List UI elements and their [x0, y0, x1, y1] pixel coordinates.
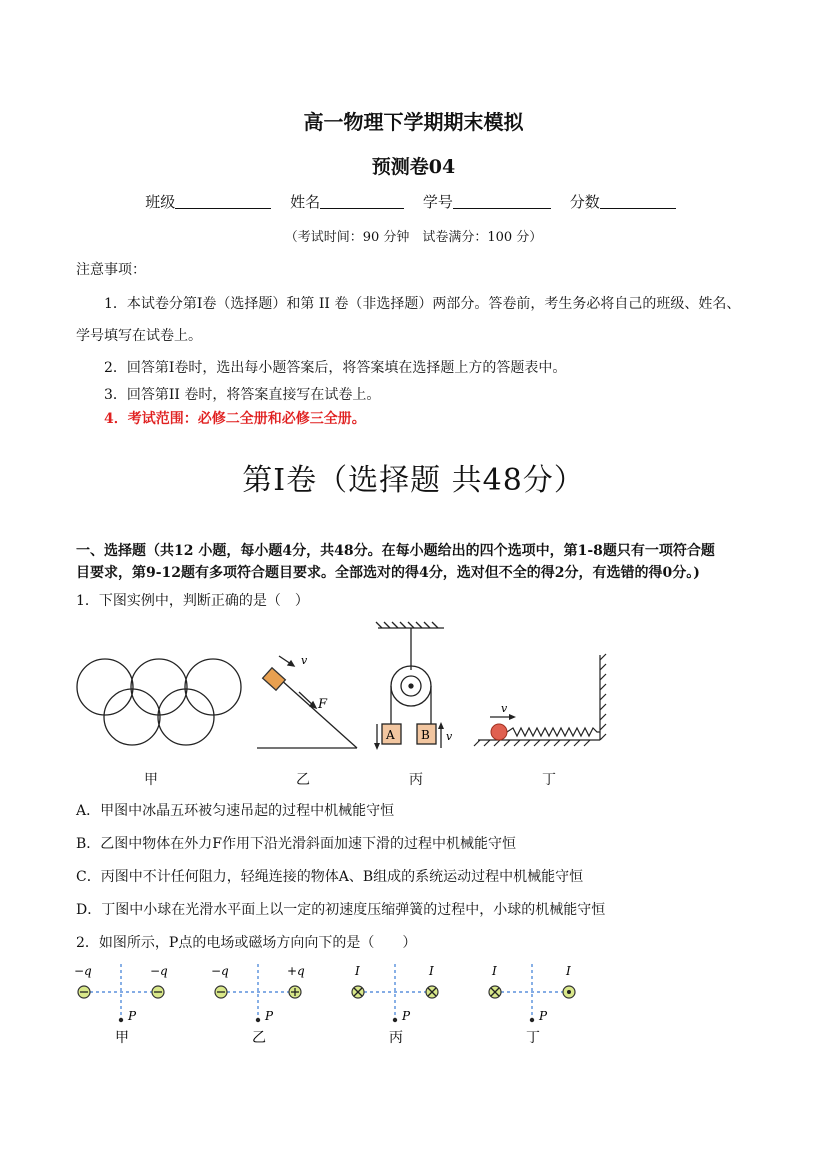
incline-F-label: F: [318, 697, 328, 712]
q2-label-jia: 甲: [115, 1030, 129, 1046]
point-label: P: [402, 1009, 411, 1023]
incline-figure: [257, 656, 357, 748]
q2-label-bing: 丙: [389, 1030, 403, 1046]
note-1b: 学号填写在试卷上。: [76, 328, 202, 344]
section-intro-1: 一、选择题（共12 小题，每小题4分，共48分。在每小题给出的四个选项中，第1-8题只有一项符合题: [76, 543, 715, 559]
charge-label: +q: [287, 964, 305, 978]
block-B-label: B: [421, 728, 430, 742]
q1-option-c: C．丙图中不计任何阻力，轻绳连接的物体A、B组成的系统运动过程中机械能守恒: [76, 869, 584, 885]
pulley-v-label: v: [446, 730, 453, 743]
point-label: P: [265, 1009, 274, 1023]
ball: [491, 724, 507, 740]
q2-stem: 2．如图所示，P点的电场或磁场方向向下的是（ ）: [76, 935, 417, 951]
exam-info: （考试时间：90 分钟 试卷满分：100 分）: [284, 230, 543, 245]
charge-label: −q: [74, 964, 92, 978]
q2-figure: [70, 960, 590, 1055]
id-label: 学号: [422, 193, 453, 211]
name-label: 姓名: [290, 193, 321, 211]
current-label: I: [566, 964, 571, 978]
charge-label: −q: [150, 964, 168, 978]
q1-stem: 1．下图实例中，判断正确的是（ ）: [76, 593, 309, 609]
q1-option-a: A．甲图中冰晶五环被匀速吊起的过程中机械能守恒: [76, 803, 395, 819]
score-field[interactable]: [600, 194, 676, 209]
incline-v-label: v: [301, 654, 308, 667]
q1-label-bing: 丙: [409, 772, 423, 788]
note-4: 4．考试范围：必修二全册和必修三全册。: [104, 411, 366, 427]
name-field[interactable]: [320, 194, 404, 209]
spring-v-label: v: [501, 702, 508, 715]
point-label: P: [128, 1009, 137, 1023]
note-1a: 1．本试卷分第Ⅰ卷（选择题）和第 II 卷（非选择题）两部分。答卷前，考生务必将自己的班级、姓名、: [104, 296, 741, 312]
q1-option-b: B．乙图中物体在外力F作用下沿光滑斜面加速下滑的过程中机械能守恒: [76, 836, 517, 852]
q1-figure: [70, 620, 620, 755]
olympic-rings: [77, 659, 241, 745]
point-label: P: [539, 1009, 548, 1023]
q1-label-yi: 乙: [296, 772, 310, 788]
student-info-row: [0, 191, 827, 212]
note-3: 3．回答第II 卷时，将答案直接写在试卷上。: [104, 387, 381, 403]
notes-heading: 注意事项：: [76, 262, 146, 278]
section-intro-2: 目要求，第9-12题有多项符合题目要求。全部选对的得4分，选对但不全的得2分，有选错的得0分。): [76, 565, 700, 581]
page-subtitle: 预测卷04: [371, 156, 456, 178]
current-label: I: [429, 964, 434, 978]
q1-label-ding: 丁: [542, 772, 556, 788]
class-label: 班级: [145, 193, 176, 211]
current-label: I: [492, 964, 497, 978]
q2-label-ding: 丁: [526, 1030, 540, 1046]
page-title: 高一物理下学期期末模拟: [303, 110, 524, 134]
id-field[interactable]: [453, 194, 551, 209]
current-label: I: [355, 964, 360, 978]
note-2: 2．回答第Ⅰ卷时，选出每小题答案后，将答案填在选择题上方的答题表中。: [104, 360, 567, 376]
score-label: 分数: [569, 193, 600, 211]
charge-label: −q: [211, 964, 229, 978]
q1-option-d: D．丁图中小球在光滑水平面上以一定的初速度压缩弹簧的过程中，小球的机械能守恒: [76, 902, 606, 918]
section-title: 第Ⅰ卷（选择题 共48分）: [242, 463, 585, 498]
block-A-label: A: [386, 728, 395, 742]
q2-label-yi: 乙: [252, 1030, 266, 1046]
q1-label-jia: 甲: [144, 772, 158, 788]
class-field[interactable]: [175, 194, 271, 209]
